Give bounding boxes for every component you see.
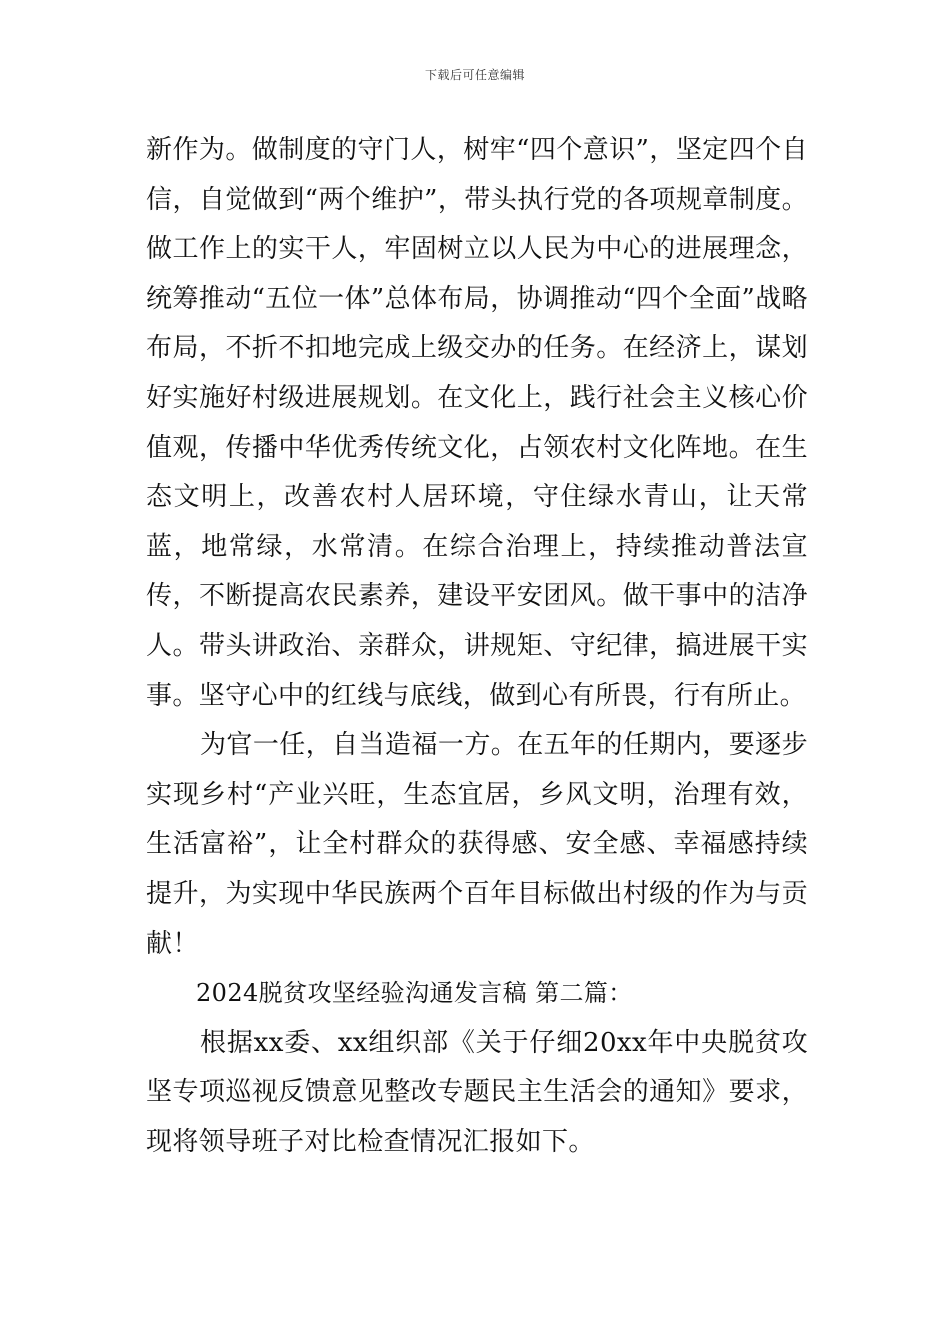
page-header-note: 下载后可任意编辑 <box>424 68 525 82</box>
body-paragraph: 为官一任，自当造福一方。在五年的任期内，要逐步实现乡村“产业兴旺，生态宜居，乡风文明，治理有效，生活富裕”，让全村群众的获得感、安全感、幸福感持续提升，为实现中华民族两个百年目标做出村级的作为与贡献！ <box>146 730 808 959</box>
body-paragraph: 新作为。做制度的守门人，树牢“四个意识”，坚定四个自信，自觉做到“两个维护”，带头执行党的各项规章制度。做工作上的实干人，牢固树立以人民为中心的进展理念，统筹推动“五位一体”总体布局，协调推动“四个全面”战略布局，不折不扣地完成上级交办的任务。在经济上，谋划好实施好村级进展规划。在文化上，践行社会主义核心价值观，传播中华优秀传统文化，占领农村文化阵地。在生态文明上，改善农村人居环境，守住绿水青山，让天常蓝，地常绿，水常清。在综合治理上，持续推动普法宣传，不断提高农民素养，建设平安团风。做干事中的洁净人。带头讲政治、亲群众，讲规矩、守纪律，搞进展干实事。坚守心中的红线与底线，做到心有所畏，行有所止。 <box>146 135 808 711</box>
body-paragraph: 根据xx委、xx组织部《关于仔细20xx年中央脱贫攻坚专项巡视反馈意见整改专题民主生活会的通知》要求，现将领导班子对比检查情况汇报如下。 <box>146 1027 808 1157</box>
document-body <box>146 126 808 1167</box>
section-heading: 2024脱贫攻坚经验沟通发言稿 第二篇： <box>196 979 633 1008</box>
